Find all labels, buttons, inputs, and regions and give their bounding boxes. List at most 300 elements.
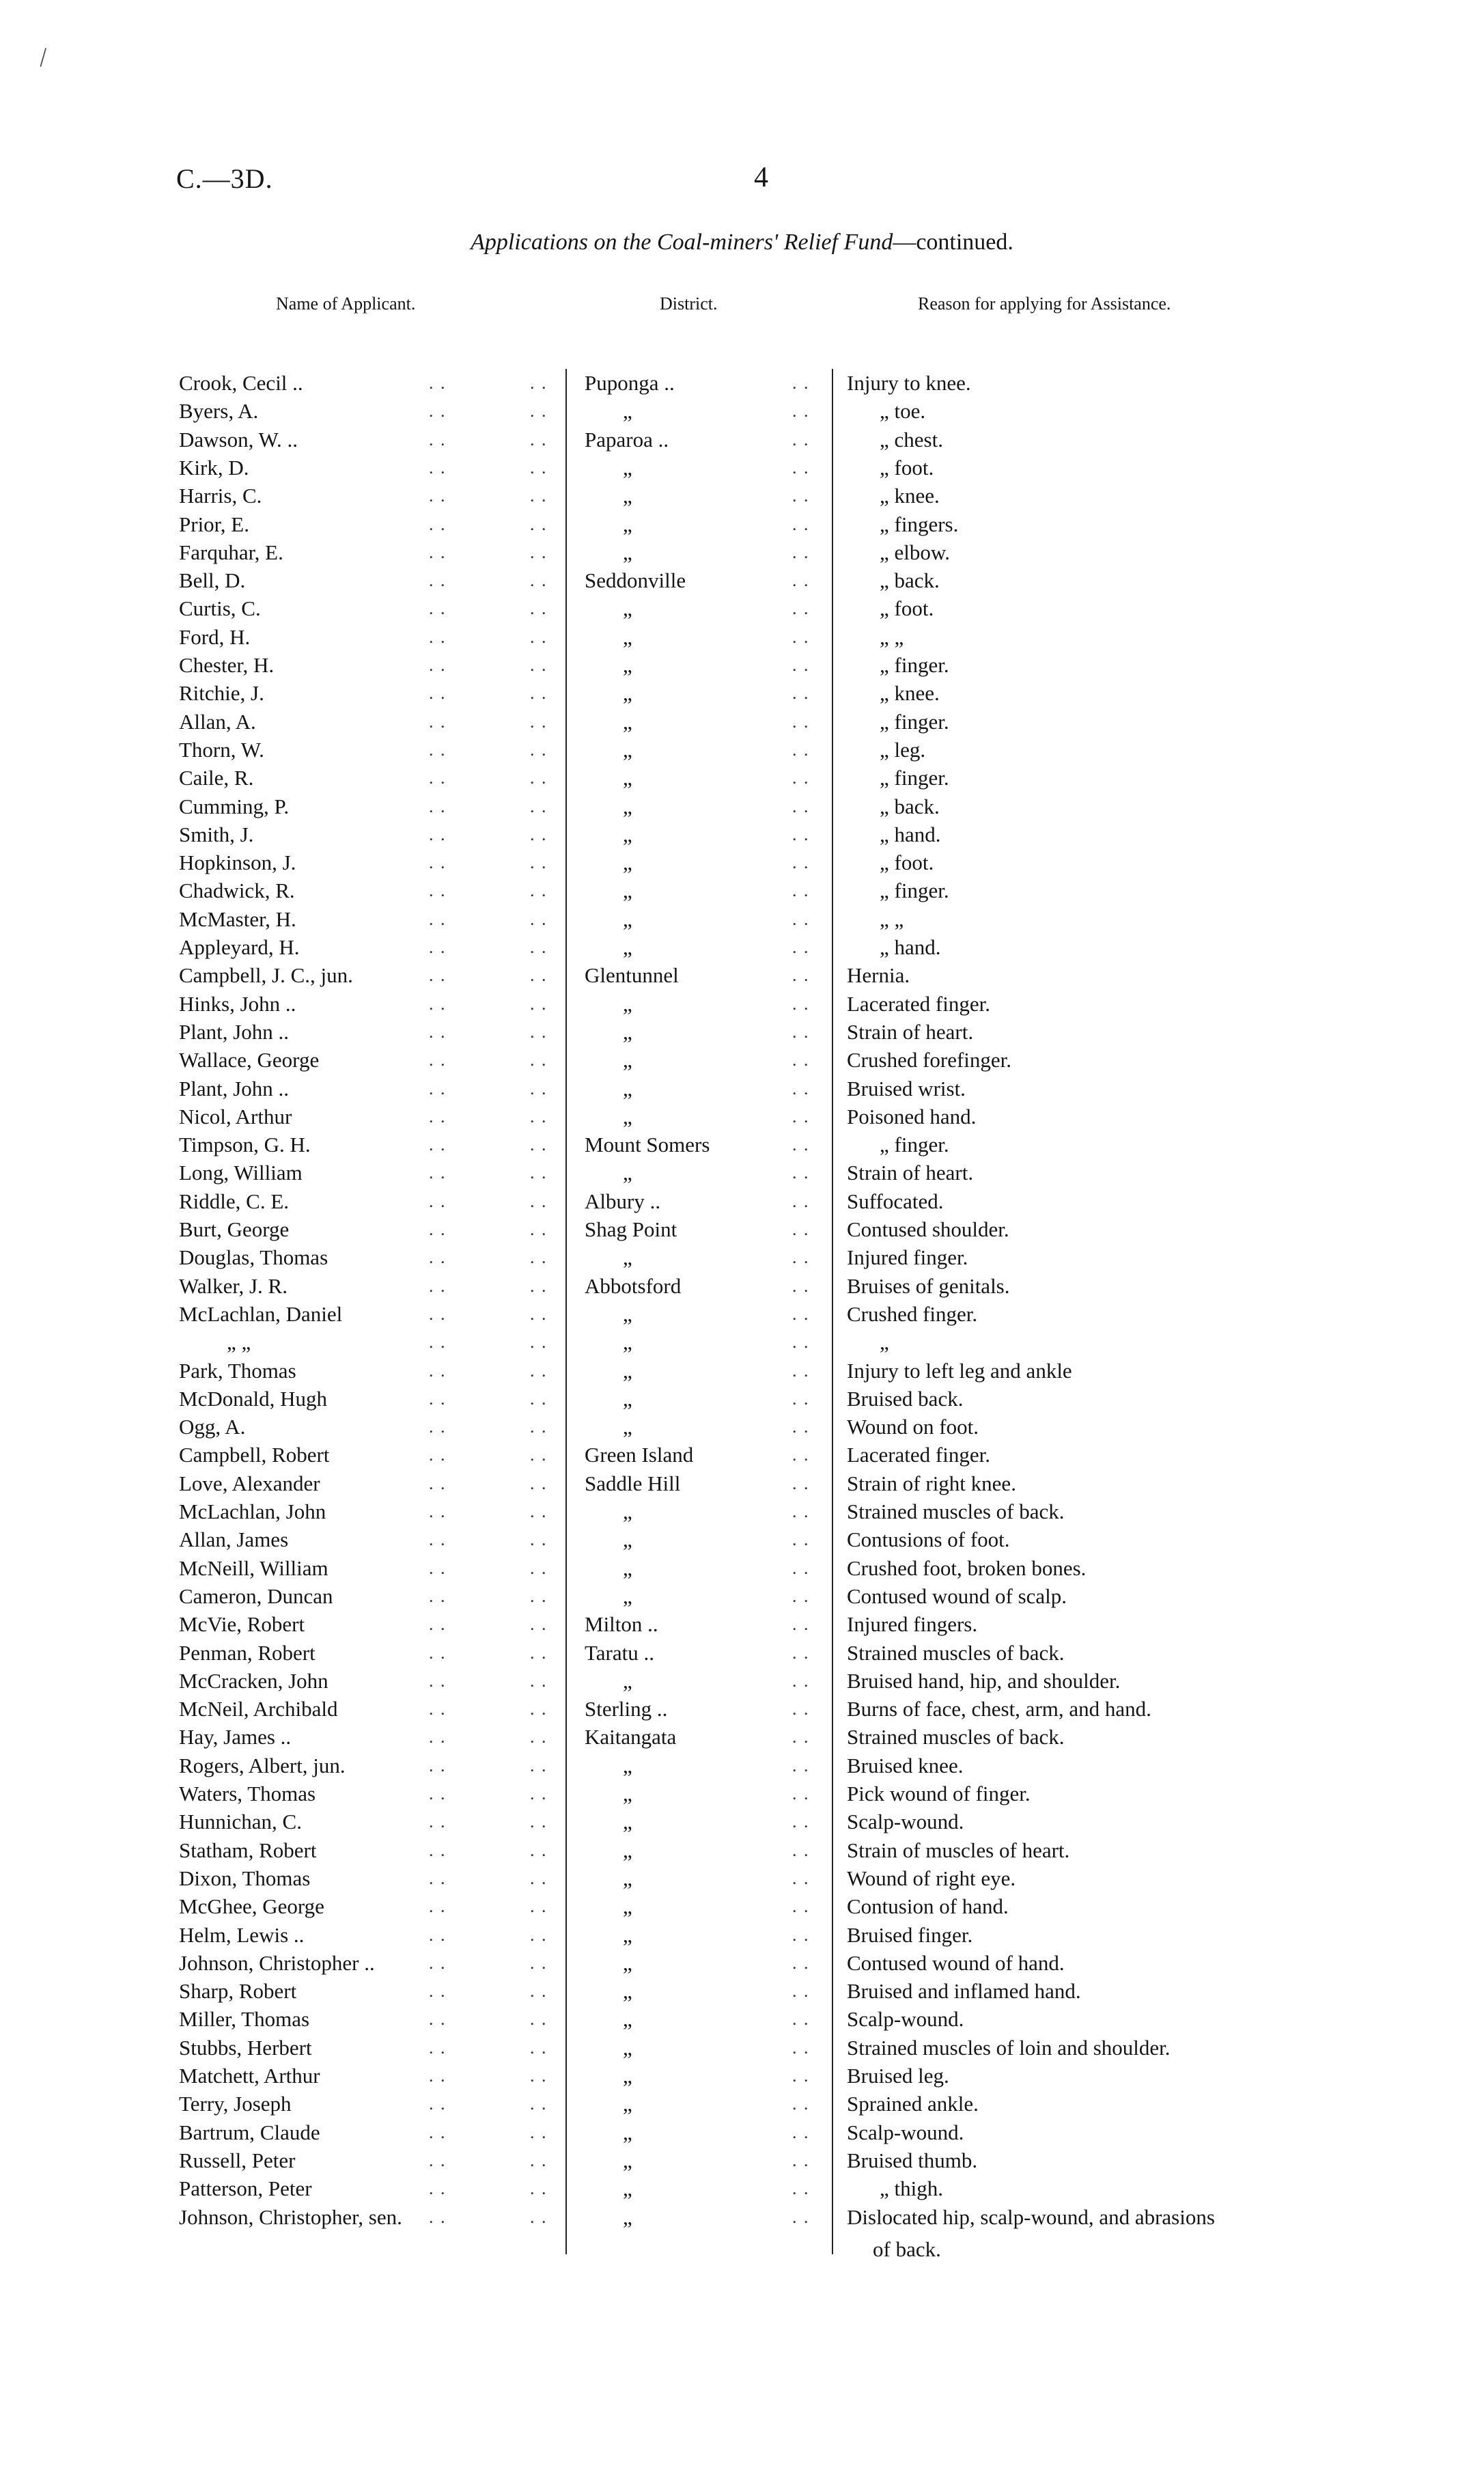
table-row: [0, 708, 1484, 736]
applicant-name: McLachlan, John: [179, 1499, 326, 1523]
leader-dots: . .: [429, 1699, 447, 1719]
applicant-name: McNeil, Archibald: [179, 1697, 338, 1721]
district: „: [623, 1922, 632, 1947]
applicant-name: Sharp, Robert: [179, 1979, 297, 2004]
leader-dots: . .: [792, 1530, 810, 1550]
table-row: [0, 1328, 1484, 1356]
table-row: [0, 1554, 1484, 1582]
table-row: [0, 1836, 1484, 1864]
district: „: [623, 1076, 632, 1101]
district: „: [623, 766, 632, 790]
reason: „ knee.: [880, 681, 940, 706]
reason: Lacerated finger.: [847, 991, 990, 1016]
leader-dots: . .: [792, 909, 810, 929]
reason: „ chest.: [880, 427, 943, 452]
leader-dots: . .: [792, 1219, 810, 1239]
leader-dots: . .: [429, 542, 447, 562]
reason: Dislocated hip, scalp-wound, and abrasions: [847, 2204, 1215, 2229]
leader-dots: . .: [429, 1755, 447, 1775]
applicant-name: Matchett, Arthur: [179, 2064, 320, 2088]
reason: Injured fingers.: [847, 1612, 978, 1637]
reason: Strained muscles of back.: [847, 1499, 1065, 1523]
leader-dots: . .: [429, 711, 447, 732]
leader-dots: . .: [530, 1163, 548, 1183]
district: Albury ..: [585, 1189, 661, 1213]
reason: Hernia.: [847, 963, 910, 988]
district: „: [623, 2176, 632, 2201]
leader-dots: . .: [429, 401, 447, 421]
table-row: [0, 990, 1484, 1018]
district: „: [623, 1048, 632, 1073]
reason: Strain of heart.: [847, 1161, 974, 1185]
district: „: [623, 540, 632, 564]
district: „: [623, 2204, 632, 2229]
district: „: [623, 2035, 632, 2060]
applicant-name: Smith, J.: [179, 822, 254, 846]
applicant-name: Miller, Thomas: [179, 2007, 310, 2032]
reason: Sprained ankle.: [847, 2092, 979, 2116]
reason: Bruised finger.: [847, 1922, 973, 1947]
leader-dots: . .: [530, 2094, 548, 2114]
applicant-name: Wallace, George: [179, 1048, 320, 1073]
leader-dots: . .: [792, 2122, 810, 2142]
column-header-district: District.: [660, 294, 718, 314]
table-row: [0, 679, 1484, 707]
leader-dots: . .: [530, 457, 548, 478]
leader-dots: . .: [530, 1417, 548, 1437]
leader-dots: . .: [792, 1558, 810, 1578]
column-header-reason: Reason for applying for Assistance.: [918, 294, 1171, 314]
district: Milton ..: [585, 1612, 658, 1637]
leader-dots: . .: [429, 2122, 447, 2142]
leader-dots: . .: [530, 1050, 548, 1070]
leader-dots: . .: [530, 1896, 548, 1917]
reason: „ hand.: [880, 822, 941, 846]
applicant-name: Walker, J. R.: [179, 1273, 288, 1298]
leader-dots: . .: [792, 1642, 810, 1663]
leader-dots: . .: [792, 1106, 810, 1126]
leader-dots: . .: [530, 2037, 548, 2058]
table-row: [0, 1610, 1484, 1638]
page-title: [0, 230, 1484, 255]
leader-dots: . .: [429, 909, 447, 929]
applicant-name: Ogg, A.: [179, 1415, 246, 1439]
applicant-name: Hay, James ..: [179, 1725, 292, 1749]
table-row: [0, 2034, 1484, 2062]
leader-dots: . .: [530, 1135, 548, 1155]
table-row: [0, 2203, 1484, 2231]
district: „: [623, 850, 632, 875]
district: „: [623, 484, 632, 508]
reason: Bruised back.: [847, 1386, 964, 1411]
district: „: [623, 2007, 632, 2032]
applicant-name: Chester, H.: [179, 653, 275, 677]
reason: „ back.: [880, 568, 940, 593]
table-row: [0, 651, 1484, 679]
reason: Wound of right eye.: [847, 1866, 1016, 1890]
leader-dots: . .: [429, 1135, 447, 1155]
table-row: [0, 961, 1484, 989]
leader-dots: . .: [792, 655, 810, 675]
table-row: [0, 594, 1484, 622]
leader-dots: . .: [429, 881, 447, 901]
table-row: [0, 2062, 1484, 2090]
leader-dots: . .: [530, 2178, 548, 2199]
document-code: C.—3D.: [176, 163, 273, 194]
applicant-name: McMaster, H.: [179, 907, 296, 931]
district: „: [623, 991, 632, 1016]
leader-dots: . .: [792, 1670, 810, 1691]
leader-dots: . .: [429, 429, 447, 449]
applicant-name: Douglas, Thomas: [179, 1245, 328, 1270]
reason: „ finger.: [880, 1133, 949, 1157]
leader-dots: . .: [792, 1896, 810, 1917]
applicant-name: „ „: [227, 1330, 251, 1355]
leader-dots: . .: [530, 1078, 548, 1098]
reason: Suffocated.: [847, 1189, 944, 1213]
applicant-name: Farquhar, E.: [179, 540, 283, 564]
leader-dots: . .: [792, 2037, 810, 2058]
leader-dots: . .: [530, 1247, 548, 1268]
leader-dots: . .: [792, 373, 810, 393]
leader-dots: . .: [530, 1502, 548, 1521]
leader-dots: . .: [530, 1275, 548, 1296]
district: Mount Somers: [585, 1133, 710, 1157]
leader-dots: . .: [792, 1868, 810, 1888]
district: „: [623, 596, 632, 621]
applicant-name: Timpson, G. H.: [179, 1133, 311, 1157]
table-row: [0, 397, 1484, 425]
table-row: [0, 1977, 1484, 2005]
reason: Injury to left leg and ankle: [847, 1358, 1072, 1383]
table-row: [0, 1921, 1484, 1949]
leader-dots: . .: [792, 824, 810, 844]
applicant-name: McVie, Robert: [179, 1612, 305, 1637]
leader-dots: . .: [792, 2150, 810, 2170]
reason: „ foot.: [880, 596, 934, 621]
table-row: [0, 1018, 1484, 1046]
table-row: [0, 623, 1484, 651]
applicant-name: Ritchie, J.: [179, 681, 264, 706]
leader-dots: . .: [429, 1360, 447, 1381]
reason: „ elbow.: [880, 540, 951, 564]
leader-dots: . .: [530, 993, 548, 1014]
district: „: [623, 2148, 632, 2172]
district: „: [623, 1358, 632, 1383]
district: „: [623, 1810, 632, 1834]
applicant-name: Curtis, C.: [179, 596, 261, 621]
leader-dots: . .: [429, 1840, 447, 1860]
applicant-name: Burt, George: [179, 1217, 290, 1241]
leader-dots: . .: [530, 1473, 548, 1493]
leader-dots: . .: [530, 1784, 548, 1803]
leader-dots: . .: [530, 1952, 548, 1973]
district: „: [623, 1415, 632, 1439]
reason: Bruised leg.: [847, 2064, 949, 2088]
reason: „ „: [880, 624, 904, 649]
reason: Injury to knee.: [847, 371, 971, 395]
leader-dots: . .: [530, 2206, 548, 2227]
table-row: [0, 1469, 1484, 1497]
applicant-name: Cumming, P.: [179, 794, 290, 818]
district: „: [623, 2092, 632, 2116]
leader-dots: . .: [429, 1530, 447, 1550]
reason: Strain of heart.: [847, 1019, 974, 1044]
leader-dots: . .: [530, 626, 548, 647]
applicant-name: Statham, Robert: [179, 1838, 317, 1862]
applicant-name: Hopkinson, J.: [179, 850, 296, 875]
district: Glentunnel: [585, 963, 679, 988]
table-row: [0, 566, 1484, 594]
reason: Contused shoulder.: [847, 1217, 1009, 1241]
leader-dots: . .: [429, 1952, 447, 1973]
leader-dots: . .: [429, 1078, 447, 1098]
applicant-name: Plant, John ..: [179, 1076, 290, 1101]
table-row: [0, 1525, 1484, 1553]
reason: Bruised knee.: [847, 1753, 964, 1777]
reason: Injured finger.: [847, 1245, 968, 1270]
leader-dots: . .: [429, 2178, 447, 2199]
table-row: [0, 1864, 1484, 1892]
table-row: [0, 2118, 1484, 2146]
leader-dots: . .: [429, 1642, 447, 1663]
district: Sterling ..: [585, 1697, 668, 1721]
leader-dots: . .: [792, 1784, 810, 1803]
leader-dots: . .: [530, 1445, 548, 1465]
leader-dots: . .: [792, 1586, 810, 1606]
applicant-name: Plant, John ..: [179, 1019, 290, 1044]
leader-dots: . .: [429, 373, 447, 393]
district: Paparoa ..: [585, 427, 669, 452]
leader-dots: . .: [429, 1050, 447, 1070]
leader-dots: . .: [792, 1247, 810, 1268]
leader-dots: . .: [429, 1614, 447, 1635]
district: „: [623, 1245, 632, 1270]
reason: Strain of muscles of heart.: [847, 1838, 1070, 1862]
leader-dots: . .: [429, 570, 447, 591]
leader-dots: . .: [530, 1360, 548, 1381]
reason: Contusions of foot.: [847, 1527, 1010, 1552]
applicant-name: Cameron, Duncan: [179, 1583, 333, 1608]
leader-dots: . .: [530, 655, 548, 675]
page-number: 4: [754, 162, 768, 193]
table-row: [0, 1243, 1484, 1271]
leader-dots: . .: [792, 2009, 810, 2030]
leader-dots: . .: [530, 2009, 548, 2030]
table-row: [0, 1695, 1484, 1723]
reason: Crushed foot, broken bones.: [847, 1555, 1087, 1580]
district: Green Island: [585, 1443, 694, 1467]
district: „: [623, 1583, 632, 1608]
reason: Strained muscles of back.: [847, 1640, 1065, 1665]
leader-dots: . .: [429, 824, 447, 844]
reason: „ fingers.: [880, 512, 959, 536]
district: „: [623, 878, 632, 903]
reason: „ finger.: [880, 653, 949, 677]
leader-dots: . .: [792, 711, 810, 732]
leader-dots: . .: [530, 1586, 548, 1606]
applicant-name: Helm, Lewis ..: [179, 1922, 305, 1947]
leader-dots: . .: [429, 1586, 447, 1606]
leader-dots: . .: [530, 1642, 548, 1663]
title-main: Applications on the Coal-miners' Relief Fund: [471, 230, 893, 255]
applicant-name: Rogers, Albert, jun.: [179, 1753, 346, 1777]
applicant-name: Long, William: [179, 1161, 303, 1185]
reason: „ toe.: [880, 399, 926, 424]
district: „: [623, 2064, 632, 2088]
leader-dots: . .: [530, 683, 548, 704]
leader-dots: . .: [792, 1614, 810, 1635]
district: Taratu ..: [585, 1640, 654, 1665]
leader-dots: . .: [792, 1417, 810, 1437]
table-row: [0, 1667, 1484, 1695]
leader-dots: . .: [429, 2094, 447, 2114]
district: „: [623, 512, 632, 536]
district: „: [623, 1894, 632, 1919]
table-row: [0, 792, 1484, 820]
district: „: [623, 1668, 632, 1693]
applicant-name: Penman, Robert: [179, 1640, 316, 1665]
table-row: [0, 1215, 1484, 1243]
district: „: [623, 1866, 632, 1890]
applicant-name: Waters, Thomas: [179, 1782, 316, 1805]
reason: „ leg.: [880, 737, 926, 762]
reason: Scalp-wound.: [847, 1810, 964, 1834]
leader-dots: . .: [530, 2066, 548, 2086]
leader-dots: . .: [792, 1981, 810, 2002]
leader-dots: . .: [429, 1106, 447, 1126]
leader-dots: . .: [429, 2150, 447, 2170]
leader-dots: . .: [792, 2094, 810, 2114]
leader-dots: . .: [530, 1924, 548, 1945]
leader-dots: . .: [429, 626, 447, 647]
leader-dots: . .: [429, 796, 447, 816]
leader-dots: . .: [530, 796, 548, 816]
district: „: [623, 1782, 632, 1805]
applicant-name: Appleyard, H.: [179, 935, 300, 959]
leader-dots: . .: [530, 1219, 548, 1239]
reason: Contused wound of scalp.: [847, 1583, 1067, 1608]
leader-dots: . .: [792, 486, 810, 506]
leader-dots: . .: [530, 937, 548, 957]
leader-dots: . .: [792, 1078, 810, 1098]
leader-dots: . .: [792, 1275, 810, 1296]
district: „: [623, 935, 632, 959]
district: „: [623, 1301, 632, 1326]
applicant-name: Russell, Peter: [179, 2148, 296, 2172]
leader-dots: . .: [792, 993, 810, 1014]
leader-dots: . .: [429, 1332, 447, 1353]
leader-dots: . .: [792, 1727, 810, 1747]
reason: Bruised hand, hip, and shoulder.: [847, 1668, 1121, 1693]
leader-dots: . .: [429, 853, 447, 873]
leader-dots: . .: [530, 1868, 548, 1888]
leader-dots: . .: [429, 1896, 447, 1917]
applicant-name: McLachlan, Daniel: [179, 1301, 343, 1326]
leader-dots: . .: [792, 570, 810, 591]
leader-dots: . .: [429, 1868, 447, 1888]
table-row: [0, 1639, 1484, 1667]
leader-dots: . .: [429, 2066, 447, 2086]
table-row: [0, 933, 1484, 961]
applicant-name: Dawson, W. ..: [179, 427, 298, 452]
leader-dots: . .: [792, 1473, 810, 1493]
leader-dots: . .: [530, 598, 548, 619]
reason: „ foot.: [880, 455, 934, 480]
leader-dots: . .: [530, 909, 548, 929]
leader-dots: . .: [792, 1388, 810, 1409]
reason: Scalp-wound.: [847, 2120, 964, 2144]
leader-dots: . .: [792, 1445, 810, 1465]
leader-dots: . .: [429, 1924, 447, 1945]
district: „: [623, 1979, 632, 2004]
reason: Wound on foot.: [847, 1415, 979, 1439]
applicant-name: Love, Alexander: [179, 1471, 320, 1495]
leader-dots: . .: [530, 429, 548, 449]
leader-dots: . .: [429, 1303, 447, 1324]
leader-dots: . .: [429, 2009, 447, 2030]
leader-dots: . .: [429, 1558, 447, 1578]
leader-dots: . .: [792, 1812, 810, 1832]
applicant-name: Campbell, J. C., jun.: [179, 963, 353, 988]
table-row: [0, 2005, 1484, 2033]
district: „: [623, 681, 632, 706]
applicant-name: Patterson, Peter: [179, 2176, 312, 2201]
leader-dots: . .: [792, 937, 810, 957]
leader-dots: . .: [792, 429, 810, 449]
table-row: [0, 1723, 1484, 1751]
leader-dots: . .: [429, 1473, 447, 1493]
table-row: [0, 764, 1484, 792]
table-row: [0, 876, 1484, 904]
table-row: [0, 1582, 1484, 1610]
applicant-name: Prior, E.: [179, 512, 249, 536]
column-header-name: Name of Applicant.: [276, 294, 416, 314]
leader-dots: . .: [530, 711, 548, 732]
district: „: [623, 1753, 632, 1777]
leader-dots: . .: [530, 768, 548, 788]
reason: Bruised thumb.: [847, 2148, 978, 2172]
reason: „ foot.: [880, 850, 934, 875]
reason: Strained muscles of back.: [847, 1725, 1065, 1749]
leader-dots: . .: [429, 993, 447, 1014]
leader-dots: . .: [530, 1106, 548, 1126]
table-row: [0, 2090, 1484, 2118]
reason: „ „: [880, 907, 904, 931]
leader-dots: . .: [429, 1021, 447, 1042]
leader-dots: . .: [429, 598, 447, 619]
applicant-name: McDonald, Hugh: [179, 1386, 327, 1411]
reason: „ knee.: [880, 484, 940, 508]
table-row: [0, 426, 1484, 454]
table-row: [0, 1046, 1484, 1074]
table-row: [0, 1752, 1484, 1780]
leader-dots: . .: [530, 1021, 548, 1042]
leader-dots: . .: [792, 739, 810, 760]
leader-dots: . .: [792, 598, 810, 619]
leader-dots: . .: [429, 965, 447, 986]
district: Abbotsford: [585, 1273, 682, 1298]
leader-dots: . .: [792, 683, 810, 704]
district: „: [623, 1555, 632, 1580]
applicant-name: McCracken, John: [179, 1668, 328, 1693]
leader-dots: . .: [792, 853, 810, 873]
applicant-name: Caile, R.: [179, 766, 254, 790]
district: Saddle Hill: [585, 1471, 681, 1495]
leader-dots: . .: [530, 739, 548, 760]
reason: Burns of face, chest, arm, and hand.: [847, 1697, 1151, 1721]
applicant-name: Ford, H.: [179, 624, 251, 649]
